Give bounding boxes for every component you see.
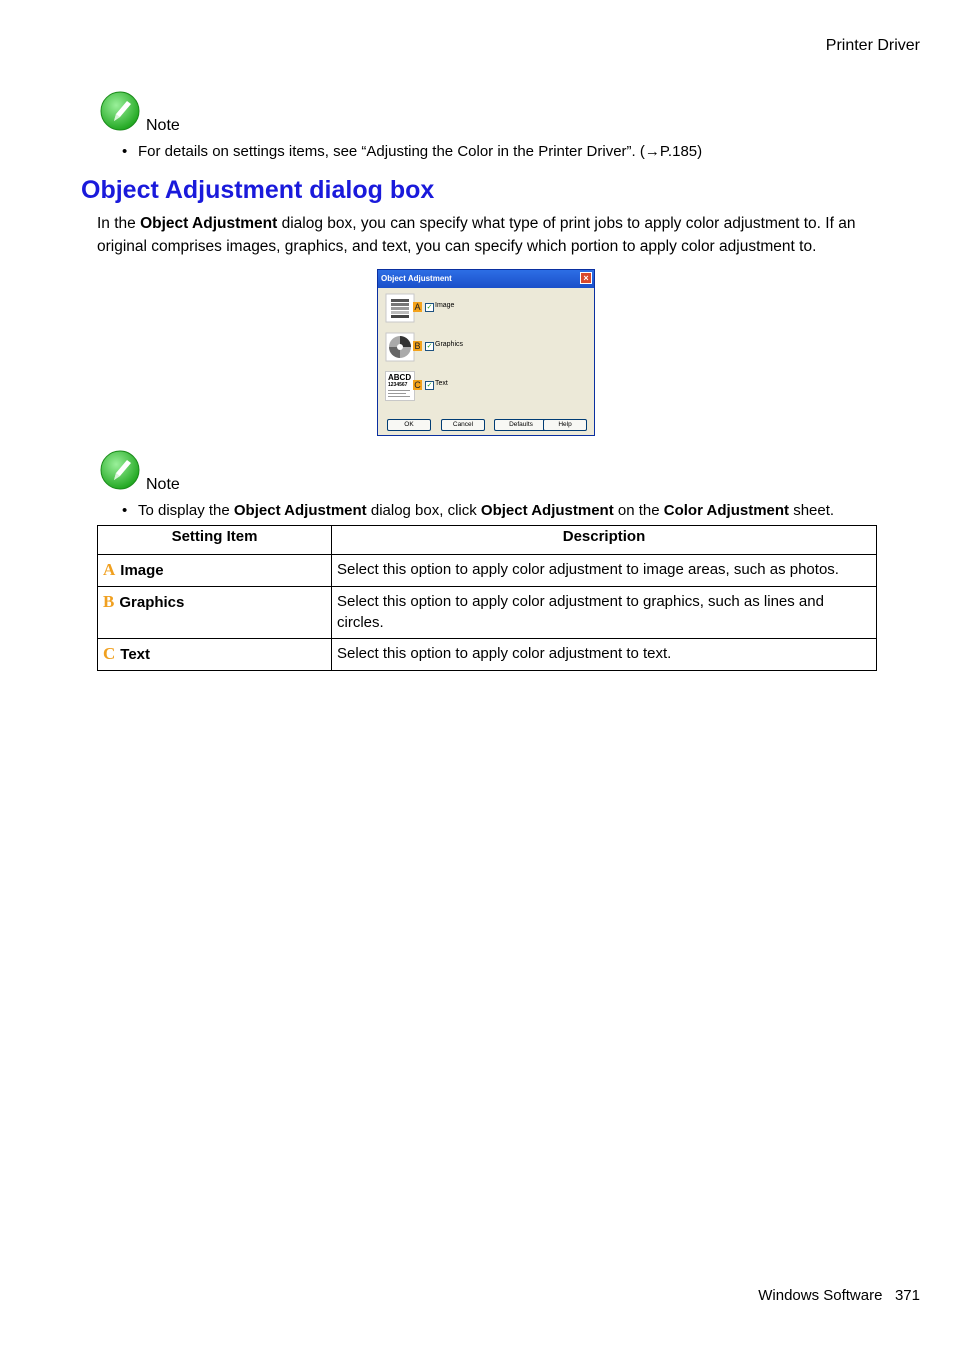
text-thumb-line2: 1234567 (388, 382, 408, 388)
text-checkbox-label: Text (435, 380, 448, 387)
callout-letter-c: C (414, 380, 421, 390)
dialog-body (379, 288, 593, 413)
cancel-button[interactable]: Cancel (441, 419, 485, 431)
section-title: Object Adjustment dialog box (81, 176, 435, 204)
image-checkbox[interactable]: ✓ (426, 304, 433, 311)
note-block-2 (100, 450, 880, 520)
dialog-title: Object Adjustment (381, 274, 452, 283)
ok-button[interactable]: OK (387, 419, 431, 431)
dialog-title-bar (378, 270, 594, 288)
setting-item-cell (98, 639, 332, 671)
note-pencil-icon (100, 450, 142, 492)
callout-letter-b: B (414, 341, 421, 351)
running-footer (758, 1287, 920, 1304)
note-bullet: • To display the Object Adjustment dialog box, click Object Adjustment on the Color Adjustment sheet. (122, 502, 835, 519)
row-item: Graphics (119, 594, 185, 611)
graphics-checkbox[interactable]: ✓ (426, 343, 433, 350)
row-letter: C (103, 644, 116, 663)
table-row (98, 555, 877, 587)
col-header-setting-item: Setting Item (98, 526, 332, 555)
callout-letter-a: A (414, 302, 421, 312)
table-header-row (98, 526, 877, 555)
note-label: Note (146, 476, 180, 493)
note-block-1 (100, 91, 800, 161)
text-thumbnail-icon (385, 371, 415, 401)
description-cell: Select this option to apply color adjustment to graphics, such as lines and circles. (332, 587, 877, 639)
description-cell: Select this option to apply color adjustment to image areas, such as photos. (332, 555, 877, 587)
footer-section: Windows Software (758, 1287, 883, 1304)
running-header: Printer Driver (825, 37, 920, 54)
row-item: Image (120, 562, 164, 579)
col-header-description: Description (332, 526, 877, 555)
dialog-row-text (385, 371, 545, 401)
table-row (98, 587, 877, 639)
close-icon[interactable]: × (580, 272, 592, 284)
note-label: Note (146, 117, 180, 134)
table-row (98, 639, 877, 671)
row-item: Text (120, 646, 151, 663)
note-pencil-icon (100, 91, 142, 133)
intro-paragraph: In the Object Adjustment dialog box, you can specify what type of print jobs to apply color adjustment to. If an original comprises images, graphics, and text, you can specify which portion to apply color adjustment to. (97, 215, 856, 255)
row-letter: A (103, 560, 116, 579)
dialog-row-image (385, 293, 545, 323)
description-cell: Select this option to apply color adjustment to text. (332, 639, 877, 671)
image-thumbnail-icon (385, 293, 415, 323)
text-checkbox[interactable]: ✓ (426, 382, 433, 389)
image-checkbox-label: Image (435, 302, 455, 309)
graphics-checkbox-label: Graphics (435, 341, 464, 348)
graphics-thumbnail-icon (385, 332, 415, 362)
note-bullet-text: For details on settings items, see “Adjusting the Color in the Printer Driver”. (→P.185) (138, 143, 703, 160)
setting-item-cell (98, 587, 332, 639)
help-button[interactable]: Help (543, 419, 587, 431)
text-thumb-line1: ABCD (388, 373, 412, 382)
note-bullet: • For details on settings items, see “Adjusting the Color in the Printer Driver”. (→P.185) (122, 143, 703, 160)
dialog-button-bar (386, 419, 586, 431)
dialog-row-graphics (385, 332, 545, 362)
row-letter: B (103, 592, 115, 611)
object-adjustment-dialog (377, 269, 595, 436)
defaults-button[interactable]: Defaults (494, 419, 548, 431)
settings-table (97, 525, 877, 671)
page-number: 371 (894, 1287, 920, 1304)
setting-item-cell (98, 555, 332, 587)
